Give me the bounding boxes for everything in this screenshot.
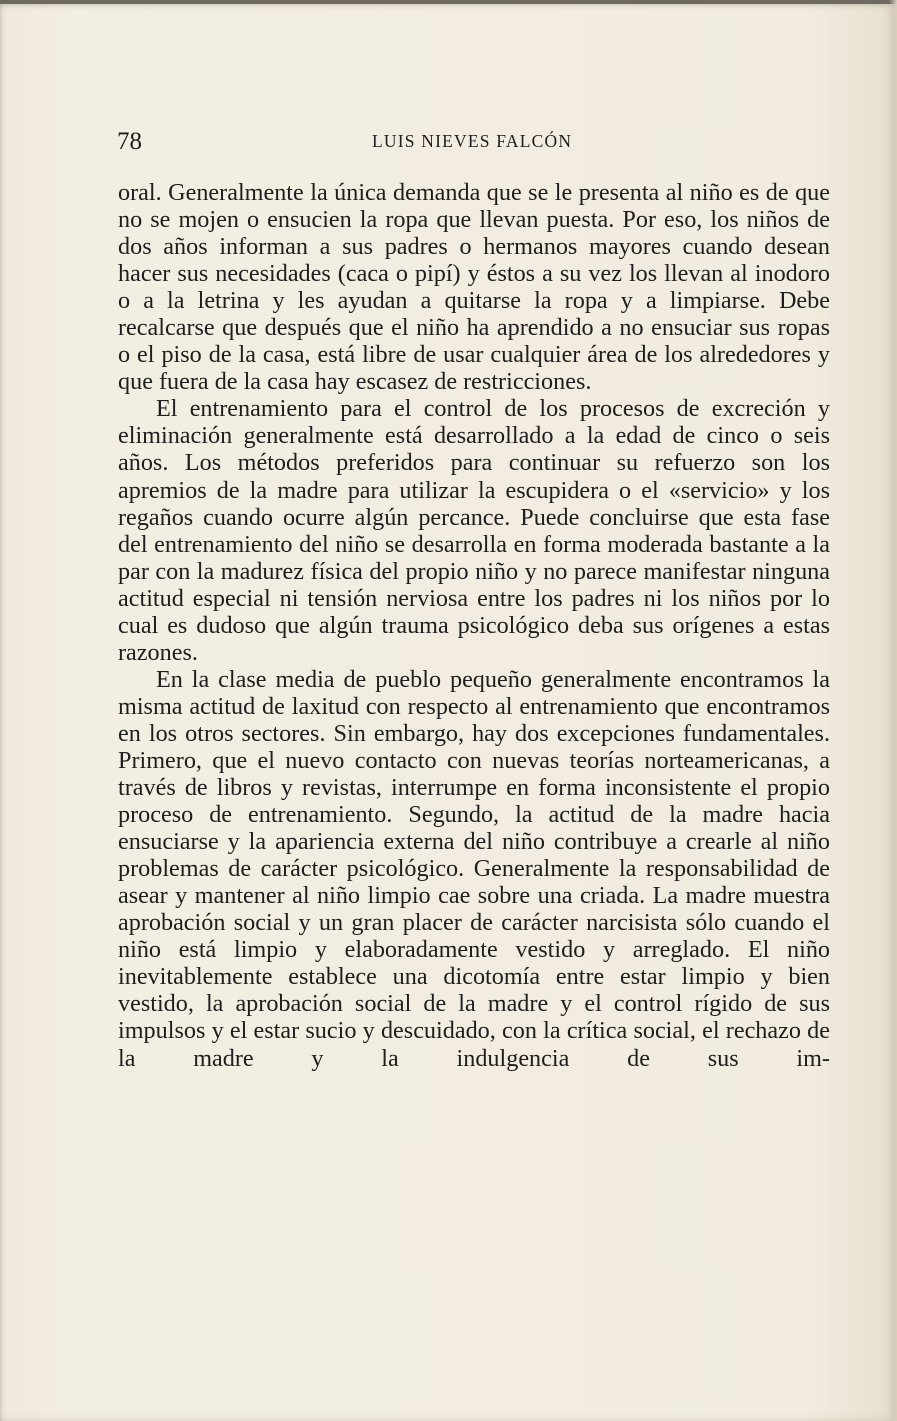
paragraph-1: oral. Generalmente la única demanda que se le presenta al niño es de que no se mojen o ensucien la ropa que llevan puesta. Por eso, los niños de dos años informan a sus padres o hermanos mayores cuando desean hacer sus necesidades (caca o pipí) y éstos a su vez los llevan al inodoro o a la letrina y les ayudan a quitarse la ropa y a limpiarse. Debe recalcarse que después que el niño ha aprendido a no ensuciar sus ropas o el piso de la casa, está libre de usar cualquier área de los alrededores y que fuera de la casa hay escasez de restricciones. bbox=[118, 179, 830, 396]
paragraph-3: En la clase media de pueblo pequeño generalmente encontramos la misma actitud de laxitud con respecto al entrenamiento que encontramos en los otros sectores. Sin embargo, hay dos excepciones fundamentales. Primero, que el nuevo contacto con nuevas teorías norteamericanas, a través de libros y revistas, interrumpe en forma inconsistente el propio proceso de entrenamiento. Segundo, la actitud de la madre hacia ensuciarse y la apariencia externa del niño contribuye a crearle al niño problemas de carácter psicológico. Generalmente la responsabilidad de asear y mantener al niño limpio cae sobre una criada. La madre muestra aprobación social y un gran placer de carácter narcisista sólo cuando el niño está limpio y elaboradamente vestido y arreglado. El niño inevitablemente establece una dicotomía entre estar limpio y bien vestido, la aprobación social de la madre y el control rígido de sus impulsos y el estar sucio y descuidado, con la crítica social, el rechazo de la madre y la indulgencia de sus im- bbox=[118, 665, 830, 1072]
running-head: LUIS NIEVES FALCÓN bbox=[372, 131, 573, 151]
page-number: 78 bbox=[117, 128, 142, 155]
body-text bbox=[118, 179, 830, 1072]
paragraph-2: El entrenamiento para el control de los procesos de excreción y eliminación generalmente está desarrollado a la edad de cinco o seis años. Los métodos preferidos para continuar su refuerzo son los apremios de la madre para utilizar la escupidera o el «servicio» y los regaños cuando ocurre algún percance. Puede concluirse que esta fase del entrenamiento del niño se desarrolla en forma moderada bastante a la par con la madurez física del propio niño y no parece manifestar ninguna actitud especial ni tensión nerviosa entre los padres ni los niños por lo cual es dudoso que algún trauma psicológico deba sus orígenes a estas razones. bbox=[118, 395, 830, 666]
page-top-edge bbox=[0, 0, 897, 4]
page-right-edge-shadow bbox=[889, 0, 897, 1421]
page-header bbox=[117, 120, 831, 160]
